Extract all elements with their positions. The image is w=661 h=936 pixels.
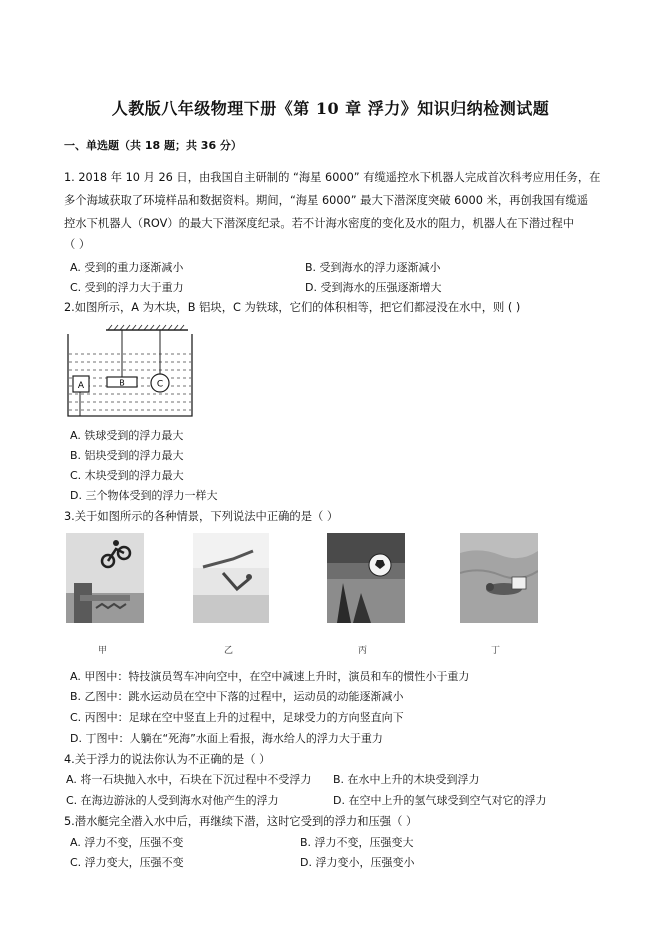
q3-text-line-1: 3.关于如图所示的各种情景，下列说法中正确的是（ ） — [64, 510, 339, 523]
q2-option-a: A. 铁球受到的浮力最大 — [70, 429, 184, 442]
q5-option-d: D. 浮力变小，压强变小 — [300, 856, 415, 869]
q4-option-b: B. 在水中上升的木块受到浮力 — [333, 773, 480, 786]
diagram-label-c: C — [156, 379, 164, 390]
photo-caption-4: 丁 — [491, 646, 501, 656]
q5-option-a: A. 浮力不变，压强不变 — [70, 836, 184, 849]
buoyancy-diagram — [64, 324, 194, 424]
photo-diver — [193, 533, 269, 623]
q4-option-d: D. 在空中上升的氢气球受到空气对它的浮力 — [333, 794, 547, 807]
q1-option-a: A. 受到的重力逐渐减小 — [70, 261, 184, 274]
q1-text-line-3: 控水下机器人（ROV）的最大下潜深度纪录。若不计海水密度的变化及水的阻力，机器人在下潜过程中 — [64, 217, 575, 230]
q2-text-line-1: 2.如图所示，A 为木块，B 铝块，C 为铁球，它们的体积相等，把它们都浸没在水中，则 ( ) — [64, 301, 521, 314]
q2-option-d: D. 三个物体受到的浮力一样大 — [70, 489, 218, 502]
q1-option-d: D. 受到海水的压强逐渐增大 — [305, 281, 442, 294]
photo-caption-2: 乙 — [224, 646, 234, 656]
diagram-label-b: B — [119, 378, 125, 388]
q5-option-b: B. 浮力不变，压强变大 — [300, 836, 414, 849]
q3-option-d: D. 丁图中：人躺在“死海”水面上看报，海水给人的浮力大于重力 — [70, 732, 383, 745]
photo-dead-sea — [460, 533, 538, 623]
q1-text-line-4: （ ） — [64, 238, 91, 251]
q3-option-c: C. 丙图中：足球在空中竖直上升的过程中，足球受力的方向竖直向下 — [70, 711, 404, 724]
section-heading: 一、单选题（共 18 题；共 36 分） — [64, 139, 242, 152]
photo-stunt-motorcycle — [66, 533, 144, 623]
photo-caption-1: 甲 — [98, 646, 108, 656]
q2-option-c: C. 木块受到的浮力最大 — [70, 469, 184, 482]
q4-option-a: A. 将一石块抛入水中，石块在下沉过程中不受浮力 — [66, 773, 312, 786]
document-title: 人教版八年级物理下册《第 10 章 浮力》知识归纳检测试题 — [111, 99, 550, 118]
q3-option-b: B. 乙图中：跳水运动员在空中下落的过程中，运动员的动能逐渐减小 — [70, 690, 404, 703]
photo-caption-3: 丙 — [358, 646, 368, 656]
q2-option-b: B. 铝块受到的浮力最大 — [70, 449, 184, 462]
q1-text-line-2: 多个海域获取了环境样品和数据资料。期间，“海星 6000” 最大下潜深度突破 6000 米，再创我国有缆遥 — [64, 194, 589, 207]
q1-option-b: B. 受到海水的浮力逐渐减小 — [305, 261, 441, 274]
q5-option-c: C. 浮力变大，压强不变 — [70, 856, 184, 869]
q1-text-line-1: 1. 2018 年 10 月 26 日，由我国自主研制的 “海星 6000” 有缆遥控水下机器人完成首次科考应用任务，在 — [64, 171, 601, 184]
q3-option-a: A. 甲图中：特技演员驾车冲向空中，在空中减速上升时，演员和车的惯性小于重力 — [70, 670, 470, 683]
q1-option-c: C. 受到的浮力大于重力 — [70, 281, 184, 294]
photo-soccer — [327, 533, 405, 623]
diagram-label-a: A — [77, 381, 85, 391]
q5-text-line-1: 5.潜水艇完全潜入水中后，再继续下潜，这时它受到的浮力和压强（ ） — [64, 815, 418, 828]
q4-option-c: C. 在海边游泳的人受到海水对他产生的浮力 — [66, 794, 279, 807]
q4-text-line-1: 4.关于浮力的说法你认为不正确的是（ ） — [64, 753, 271, 766]
